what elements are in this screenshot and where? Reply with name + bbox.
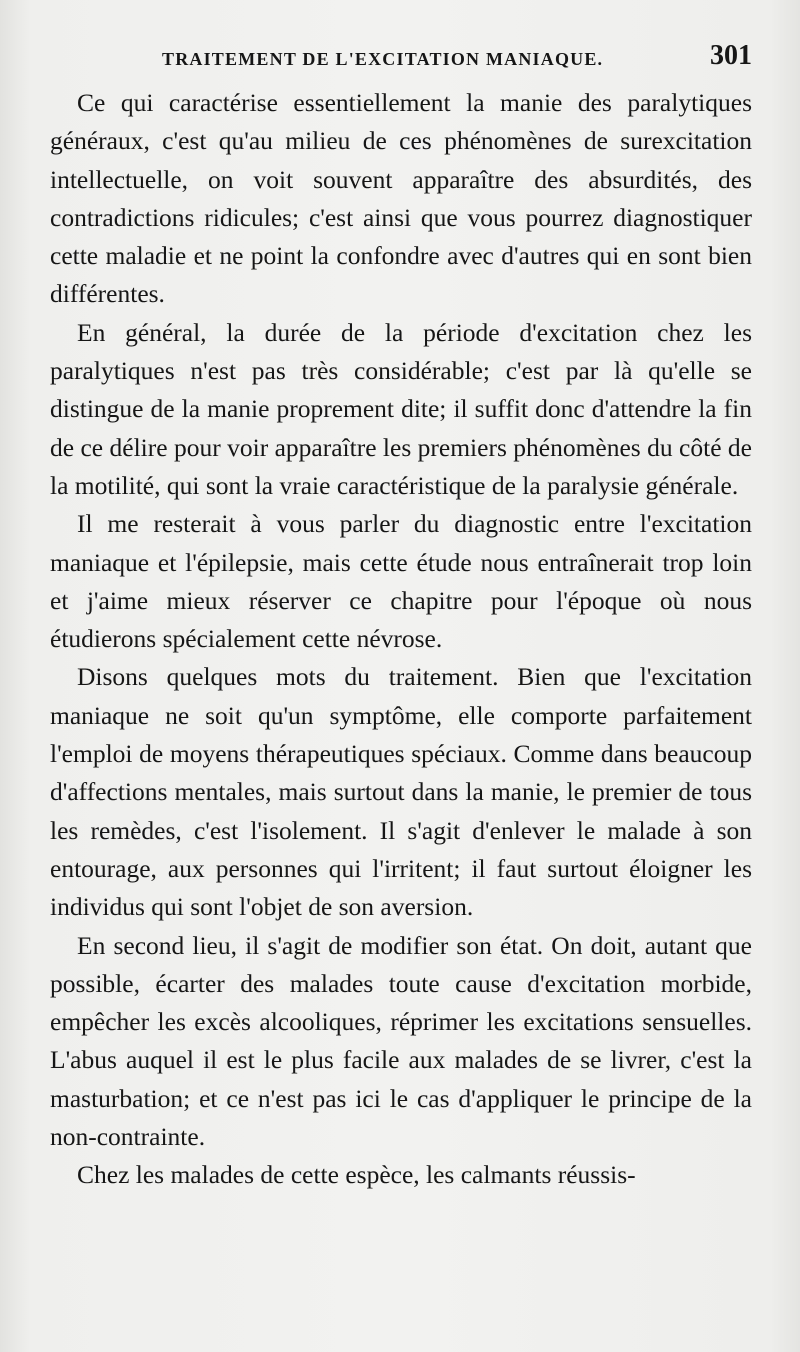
- paragraph: Il me resterait à vous parler du diagnostic entre l'excitation maniaque et l'épilepsie, mais cette étude nous entraînerait trop loin et j'aime mieux réserver ce chapitre pour l'époque où nous étudierons spécialement cette névrose.: [50, 509, 752, 654]
- page-header: [50, 40, 752, 80]
- paragraph: En général, la durée de la période d'excitation chez les paralytiques n'est pas très considérable; c'est par là qu'elle se distingue de la manie proprement dite; il suffit donc d'attendre la fin de ce délire pour voir apparaître les premiers phénomènes du côté de la motilité, qui sont la vraie caractéristique de la paralysie générale.: [50, 317, 752, 500]
- paragraph: Ce qui caractérise essentiellement la manie des paralytiques généraux, c'est qu'au milieu de ces phénomènes de surexcitation intellectuelle, on voit souvent apparaître des absurdités, des contradictions ridicules; c'est ainsi que vous pourrez diagnostiquer cette maladie et ne point la confondre avec d'autres qui en sont bien différentes.: [50, 88, 752, 309]
- page-number: 301: [710, 40, 752, 71]
- paragraph: Chez les malades de cette espèce, les calmants réussis-: [77, 1160, 636, 1190]
- running-title: TRAITEMENT DE L'EXCITATION MANIAQUE.: [162, 49, 604, 69]
- paragraph: En second lieu, il s'agit de modifier son état. On doit, autant que possible, écarter des malades toute cause d'excitation morbide, empêcher les excès alcooliques, réprimer les excitations sensuelles. L'abus auquel il est le plus facile aux malades de se livrer, c'est la masturbation; et ce n'est pas ici le cas d'appliquer le principe de la non-contrainte.: [50, 930, 752, 1152]
- paragraph: Disons quelques mots du traitement. Bien que l'excitation maniaque ne soit qu'un symptôme, elle comporte parfaitement l'emploi de moyens thérapeutiques spéciaux. Comme dans beaucoup d'affections mentales, mais surtout dans la manie, le premier de tous les remèdes, c'est l'isolement. Il s'agit d'enlever le malade à son entourage, aux personnes qui l'irritent; il faut surtout éloigner les individus qui sont l'objet de son aversion.: [50, 662, 752, 922]
- body-text: [50, 84, 752, 1195]
